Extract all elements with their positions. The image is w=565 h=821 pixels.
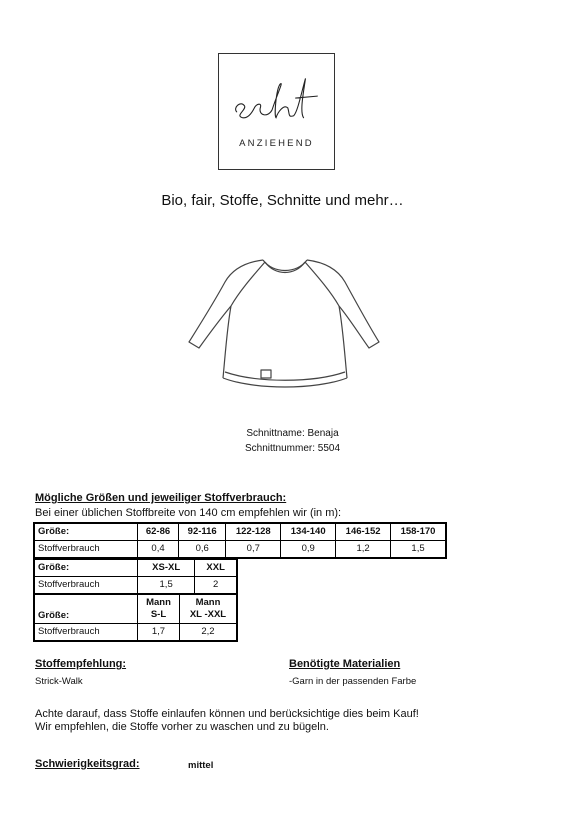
- usage-value: 0,9: [281, 541, 336, 558]
- difficulty-label: Schwierigkeitsgrad:: [35, 758, 140, 770]
- size-col: 92-116: [179, 524, 226, 541]
- size-col: 134-140: [281, 524, 336, 541]
- size-table-men: [34, 594, 237, 641]
- pattern-name: Schnittname: Benaja: [246, 428, 339, 439]
- size-col: [179, 595, 236, 624]
- usage-value: 1,2: [336, 541, 391, 558]
- size-col: [138, 595, 180, 624]
- materials-value: -Garn in der passenden Farbe: [289, 676, 417, 687]
- shirt-illustration: [185, 248, 385, 398]
- usage-value: 0,4: [138, 541, 179, 558]
- size-col: 62-86: [138, 524, 179, 541]
- table-header-label: Größe:: [35, 524, 138, 541]
- difficulty-value: mittel: [188, 760, 214, 771]
- usage-value: 0,7: [226, 541, 281, 558]
- sizes-intro: Bei einer üblichen Stoffbreite von 140 cm empfehlen wir (in m):: [35, 507, 342, 519]
- size-col-line2: S-L: [150, 609, 167, 620]
- size-col-line2: XL -XXL: [189, 609, 227, 620]
- size-table-women: [34, 559, 237, 594]
- table-row-label: Stoffverbrauch: [35, 624, 138, 641]
- note-line-1: Achte darauf, dass Stoffe einlaufen können und berücksichtige dies beim Kauf!: [35, 708, 419, 720]
- usage-value: 2: [195, 577, 237, 594]
- usage-value: 2,2: [179, 624, 236, 641]
- size-col: 122-128: [226, 524, 281, 541]
- tagline: Bio, fair, Stoffe, Schnitte und mehr…: [161, 192, 404, 209]
- size-col: XS-XL: [138, 560, 195, 577]
- usage-value: 1,5: [391, 541, 446, 558]
- usage-value: 1,5: [138, 577, 195, 594]
- logo-script-mark: [219, 72, 334, 132]
- table-row-label: Stoffverbrauch: [35, 541, 138, 558]
- sizes-heading: Mögliche Größen und jeweiliger Stoffverbrauch:: [35, 492, 287, 504]
- table-row-label: Stoffverbrauch: [35, 577, 138, 594]
- size-col: XXL: [195, 560, 237, 577]
- size-col-line1: Mann: [146, 597, 171, 608]
- usage-value: 0,6: [179, 541, 226, 558]
- note-line-2: Wir empfehlen, die Stoffe vorher zu waschen und zu bügeln.: [35, 721, 329, 733]
- size-col: 158-170: [391, 524, 446, 541]
- fabric-value: Strick-Walk: [35, 676, 83, 687]
- size-col: 146-152: [336, 524, 391, 541]
- usage-value: 1,7: [138, 624, 180, 641]
- table-header-label: Größe:: [35, 595, 138, 624]
- pattern-number: Schnittnummer: 5504: [244, 443, 341, 454]
- brand-logo: [218, 53, 335, 170]
- size-col-line1: Mann: [195, 597, 221, 608]
- materials-heading: Benötigte Materialien: [289, 658, 401, 670]
- fabric-heading: Stoffempfehlung:: [35, 658, 127, 670]
- table-header-label: Größe:: [35, 560, 138, 577]
- logo-subtitle: ANZIEHEND: [239, 138, 314, 149]
- size-table-kids: [34, 523, 446, 558]
